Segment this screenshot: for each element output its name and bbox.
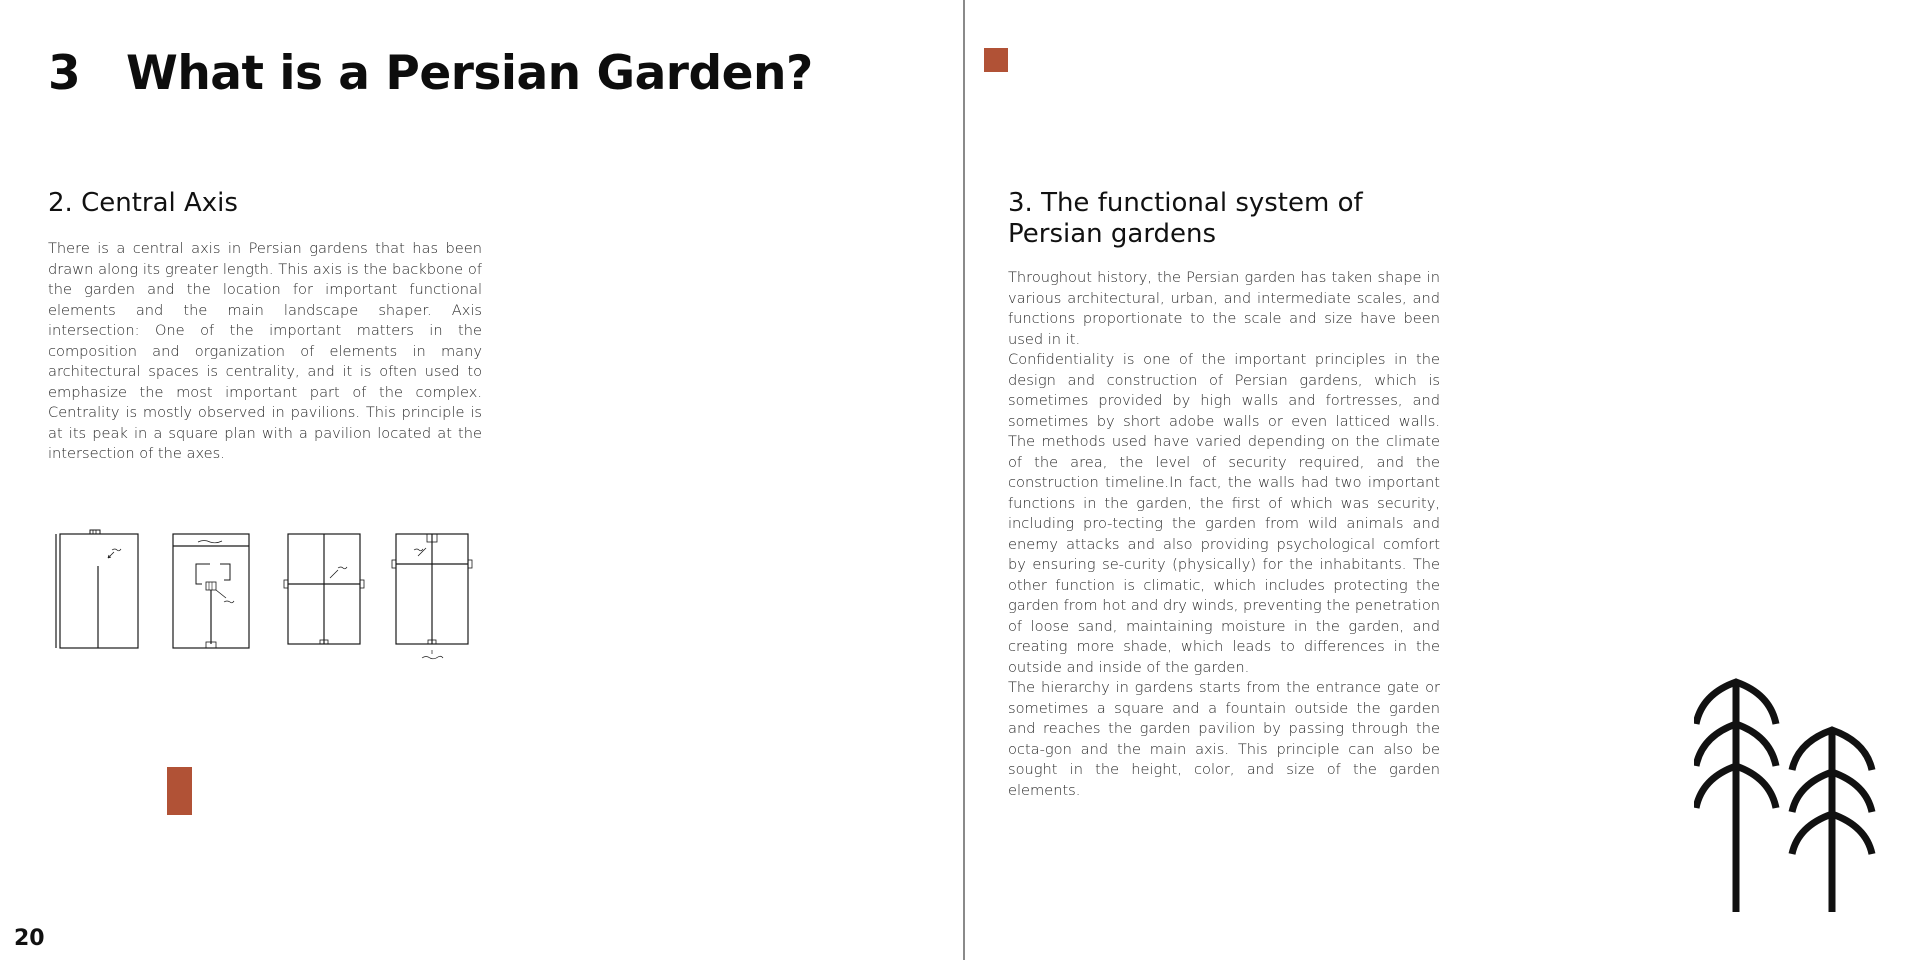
- plan-3: [284, 534, 364, 644]
- pine-trees-icon: [1694, 676, 1884, 916]
- page-divider: [963, 0, 965, 960]
- paragraph-confidentiality: Confidentiality is one of the important principles in the design and construction of Persian gardens, which is sometimes provided by high walls and fortresses, and sometimes by short adobe walls or even latticed walls. The methods used have varied depending on the climate of the area, the level of security required, and the construction timeline.In fact, the walls had two important functions in the garden, the first of which was security, including pro-tecting the garden from wild animals and enemy attacks and also providing psychological comfort by ensuring se-curity (physically) for the inhabitants. The other function is climatic, which includes protecting the garden from hot and dry winds, preventing the penetration of loose sand, maintaining moisture in the garden, and creating more shade, which leads to differences in the outside and inside of the garden.: [1008, 351, 1440, 676]
- plan-2: [173, 534, 249, 648]
- page-number: 20: [14, 926, 45, 951]
- functional-system-text: [1008, 268, 1440, 801]
- garden-plan-diagrams: [50, 528, 480, 668]
- chapter-title-text: What is a Persian Garden?: [126, 46, 813, 101]
- chapter-number: 3: [48, 46, 81, 101]
- paragraph-hierarchy: The hierarchy in gardens starts from the entrance gate or sometimes a square and a fountain outside the garden and reaches the garden pavilion by passing through the octa-gon and the main axis. This principle can also be sought in the height, color, and size of the garden elements.: [1008, 679, 1440, 799]
- plan-4: [392, 534, 472, 659]
- plan-1: [56, 530, 138, 648]
- section-heading-functional-system: 3. The functional system of Persian gardens: [1008, 188, 1363, 249]
- chapter-title: [48, 46, 813, 101]
- section-heading-central-axis: 2. Central Axis: [48, 188, 238, 218]
- paragraph-history: Throughout history, the Persian garden has taken shape in various architectural, urban, and intermediate scales, and functions proportionate to the scale and size have been used in it.: [1008, 269, 1440, 348]
- central-axis-paragraph: There is a central axis in Persian gardens that has been drawn along its greater length. This axis is the backbone of the garden and the location for important functional elements and the main landscape shaper. Axis intersection: One of the important matters in the composition and organization of elements in many architectural spaces is centrality, and it is often used to emphasize the most important part of the complex. Centrality is mostly observed in pavilions. This principle is at its peak in a square plan with a pavilion located at the intersection of the axes.: [48, 240, 482, 462]
- accent-bar: [167, 767, 192, 815]
- accent-square: [984, 48, 1008, 72]
